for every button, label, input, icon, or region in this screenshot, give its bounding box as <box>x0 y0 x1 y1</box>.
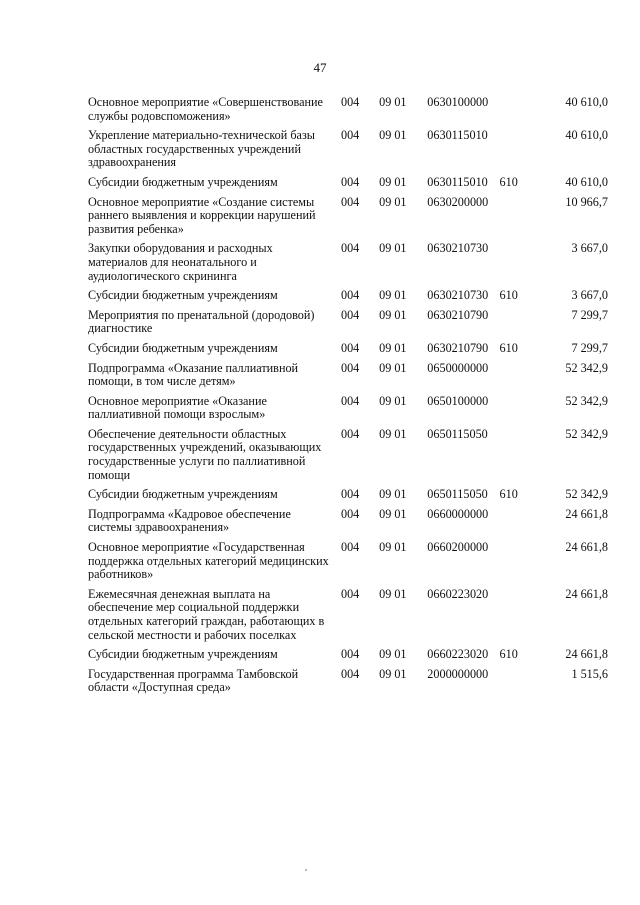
section-code: 09 01 <box>379 666 407 681</box>
expense-type-code: 610 <box>499 647 518 662</box>
amount: 24 661,8 <box>565 540 608 555</box>
ministry-code: 004 <box>340 128 360 143</box>
amount: 40 610,0 <box>565 95 608 109</box>
expense-name: Основное мероприятие «Создание системы раннего выявления и коррекции нарушений развития ребенка» <box>88 194 316 236</box>
amount: 3 667,0 <box>571 241 608 256</box>
section-code: 09 01 <box>379 586 407 601</box>
target-article-code: 0650115050 <box>427 426 488 441</box>
ministry-code: 004 <box>340 426 360 441</box>
expense-type-code <box>500 309 528 342</box>
expense-type-code <box>500 395 528 428</box>
ministry-code: 004 <box>340 340 360 355</box>
target-article-code: 0630200000 <box>427 194 489 209</box>
section-code: 09 01 <box>379 506 407 521</box>
section-code: 09 01 <box>379 95 407 109</box>
table-row <box>88 289 608 309</box>
expense-type-code <box>500 428 528 488</box>
amount: 40 610,0 <box>565 128 608 143</box>
ministry-code: 004 <box>340 95 360 109</box>
target-article-code: 2000000000 <box>427 666 489 681</box>
expense-name: Закупки оборудования и расходных материалов для неонатального и аудиологического скрининга <box>88 241 273 283</box>
table-row <box>88 129 608 176</box>
ministry-code: 004 <box>340 360 360 375</box>
table-row <box>88 309 608 342</box>
expense-type-code <box>500 588 528 648</box>
target-article-code: 0630115010 <box>427 128 488 143</box>
expense-name: Основное мероприятие «Совершенствование службы родовспоможения» <box>88 95 323 123</box>
table-row <box>88 648 608 668</box>
amount: 7 299,7 <box>571 307 608 322</box>
ministry-code: 004 <box>340 586 360 601</box>
table-row <box>88 196 608 243</box>
expense-name: Ежемесячная денежная выплата на обеспечение мер социальной поддержки отдельных категорий граждан, работающих в сельской местности и рабочих поселках <box>88 586 325 642</box>
amount: 52 342,9 <box>565 487 608 502</box>
expense-type-code <box>500 541 528 588</box>
table-row <box>88 488 608 508</box>
expense-name: Мероприятия по пренатальной (дородовой) диагностике <box>88 307 315 336</box>
expense-type-code: 610 <box>499 340 518 355</box>
ministry-code: 004 <box>340 393 360 408</box>
table-row <box>88 668 608 701</box>
expense-type-code <box>500 508 528 541</box>
table-row <box>88 541 608 588</box>
expense-type-code <box>500 196 528 243</box>
section-code: 09 01 <box>379 241 407 256</box>
ministry-code: 004 <box>340 666 360 681</box>
table-row <box>88 176 608 196</box>
amount: 7 299,7 <box>571 340 608 355</box>
table-row <box>88 588 608 648</box>
expense-name: Субсидии бюджетным учреждениям <box>88 340 278 355</box>
target-article-code: 0650115050 <box>427 487 488 502</box>
amount: 24 661,8 <box>565 647 608 662</box>
section-code: 09 01 <box>379 360 407 375</box>
ministry-code: 004 <box>340 540 360 555</box>
ministry-code: 004 <box>340 506 360 521</box>
table-row <box>88 342 608 362</box>
ministry-code: 004 <box>340 647 360 662</box>
ministry-code: 004 <box>340 487 360 502</box>
expense-name: Укрепление материально-технической базы областных государственных учреждений здравоохранения <box>88 128 315 170</box>
section-code: 09 01 <box>379 647 407 662</box>
budget-table-body <box>88 96 608 701</box>
target-article-code: 0660200000 <box>427 540 489 555</box>
expense-name: Субсидии бюджетным учреждениям <box>88 487 278 502</box>
expense-name: Подпрограмма «Оказание паллиативной помощи, в том числе детям» <box>88 360 299 389</box>
target-article-code: 0630100000 <box>427 95 489 109</box>
budget-table <box>88 96 608 701</box>
amount: 40 610,0 <box>565 174 608 189</box>
target-article-code: 0630115010 <box>427 174 488 189</box>
table-row <box>88 428 608 488</box>
section-code: 09 01 <box>379 426 407 441</box>
ministry-code: 004 <box>340 174 360 189</box>
expense-name: Подпрограмма «Кадровое обеспечение системы здравоохранения» <box>88 506 291 535</box>
target-article-code: 0630210730 <box>427 241 489 256</box>
amount: 52 342,9 <box>565 360 608 375</box>
target-article-code: 0660000000 <box>427 506 489 521</box>
expense-type-code <box>500 668 528 701</box>
section-code: 09 01 <box>379 174 407 189</box>
expense-type-code: 610 <box>499 288 518 303</box>
expense-name: Субсидии бюджетным учреждениям <box>88 647 278 662</box>
amount: 24 661,8 <box>565 506 608 521</box>
section-code: 09 01 <box>379 307 407 322</box>
expense-name: Основное мероприятие «Оказание паллиативной помощи взрослым» <box>88 393 267 422</box>
expense-type-code: 610 <box>499 487 518 502</box>
expense-name: Основное мероприятие «Государственная поддержка отдельных категорий медицинских работников» <box>88 540 329 582</box>
expense-name: Государственная программа Тамбовской области «Доступная среда» <box>88 666 299 695</box>
ministry-code: 004 <box>340 194 360 209</box>
expense-name: Обеспечение деятельности областных государственных учреждений, оказывающих государственные услуги по паллиативной помощи <box>88 426 322 482</box>
page-number: 47 <box>313 60 327 75</box>
target-article-code: 0660223020 <box>427 586 489 601</box>
expense-name: Субсидии бюджетным учреждениям <box>88 288 278 303</box>
expense-type-code <box>500 129 528 176</box>
amount: 1 515,6 <box>571 666 608 681</box>
section-code: 09 01 <box>379 128 407 143</box>
scan-dot <box>305 869 307 871</box>
expense-type-code <box>500 96 528 129</box>
expense-type-code: 610 <box>499 174 518 189</box>
expense-type-code <box>500 242 528 289</box>
ministry-code: 004 <box>340 288 360 303</box>
ministry-code: 004 <box>340 307 360 322</box>
table-row <box>88 508 608 541</box>
amount: 3 667,0 <box>571 288 608 303</box>
amount: 24 661,8 <box>565 586 608 601</box>
amount: 52 342,9 <box>565 426 608 441</box>
ministry-code: 004 <box>340 241 360 256</box>
target-article-code: 0660223020 <box>427 647 489 662</box>
target-article-code: 0630210790 <box>427 340 489 355</box>
table-row <box>88 362 608 395</box>
section-code: 09 01 <box>379 340 407 355</box>
section-code: 09 01 <box>379 540 407 555</box>
section-code: 09 01 <box>379 288 407 303</box>
section-code: 09 01 <box>379 487 407 502</box>
target-article-code: 0650000000 <box>427 360 489 375</box>
section-code: 09 01 <box>379 194 407 209</box>
amount: 52 342,9 <box>565 393 608 408</box>
amount: 10 966,7 <box>565 194 608 209</box>
table-row <box>88 395 608 428</box>
section-code: 09 01 <box>379 393 407 408</box>
expense-name: Субсидии бюджетным учреждениям <box>88 174 278 189</box>
expense-type-code <box>500 362 528 395</box>
target-article-code: 0630210790 <box>427 307 489 322</box>
table-row <box>88 242 608 289</box>
target-article-code: 0650100000 <box>427 393 489 408</box>
table-row <box>88 96 608 129</box>
target-article-code: 0630210730 <box>427 288 489 303</box>
